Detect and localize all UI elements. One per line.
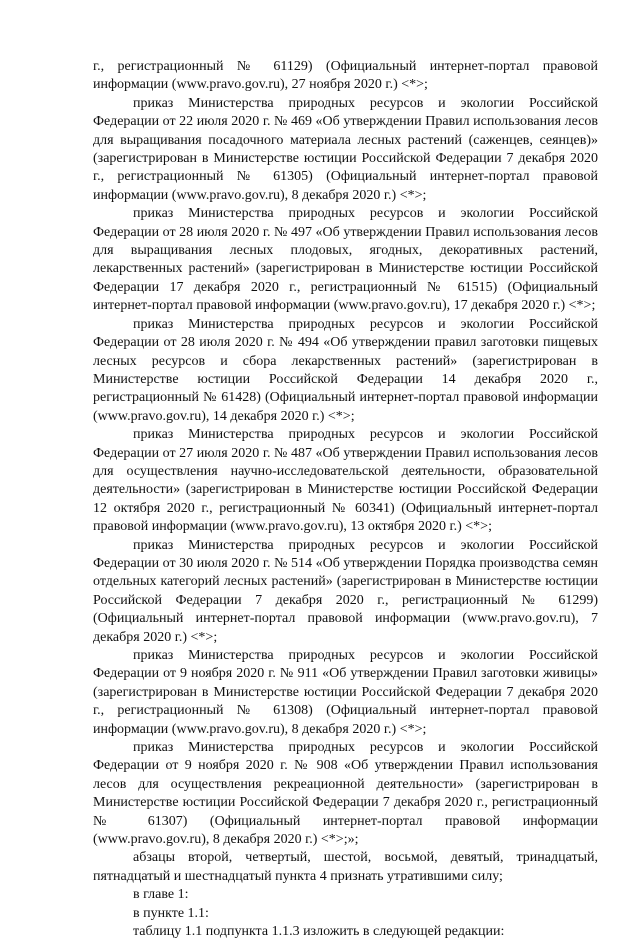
document-page (93, 58, 598, 942)
paragraph-order-494: приказ Министерства природных ресурсов и экологии Российской Федерации от 28 июля 2020 г. № 494 «Об утверждении правил заготовки пищевых лесных ресурсов и сбора лекарственных растений» (зарегистрирован в Министерстве юстиции Российской Федерации 14 декабря 2020 г., регистрационный № 61428) (Официальный интернет-портал правовой информации (www.pravo.gov.ru), 14 декабря 2020 г.) <*>; (93, 316, 598, 424)
paragraph-order-487: приказ Министерства природных ресурсов и экологии Российской Федерации от 27 июля 2020 г. № 487 «Об утверждении Правил использования лесов для осуществления научно-исследовательской деятельности, образовательной деятельности» (зарегистрирован в Министерстве юстиции Российской Федерации 12 октября 2020 г., регистрационный № 60341) (Официальный интернет-портал правовой информации (www.pravo.gov.ru), 13 октября 2020 г.) <*>; (93, 427, 598, 535)
paragraph-repealed-items: абзацы второй, четвертый, шестой, восьмой, девятый, тринадцатый, пятнадцатый и шестнадцатый пункта 4 признать утратившими силу; (93, 850, 598, 884)
paragraph-table-1-1: таблицу 1.1 подпункта 1.1.3 изложить в следующей редакции: (133, 924, 505, 940)
paragraph-order-497: приказ Министерства природных ресурсов и экологии Российской Федерации от 28 июля 2020 г. № 497 «Об утверждении Правил использования лесов для выращивания лесных плодовых, ягодных, декоративных растений, лекарственных растений» (зарегистрирован в Министерстве юстиции Российской Федерации 17 декабря 2020 г., регистрационный № 61515) (Официальный интернет-портал правовой информации (www.pravo.gov.ru), 17 декабря 2020 г.) <*>; (93, 206, 598, 314)
paragraph-item-1-1: в пункте 1.1: (133, 905, 209, 921)
paragraph-order-911: приказ Министерства природных ресурсов и экологии Российской Федерации от 9 ноября 2020 г. № 911 «Об утверждении Правил заготовки живицы» (зарегистрирован в Министерстве юстиции Российской Федерации 7 декабря 2020 г., регистрационный № 61308) (Официальный интернет-портал правовой информации (www.pravo.gov.ru), 8 декабря 2020 г.) <*>; (93, 648, 598, 737)
paragraph-order-514: приказ Министерства природных ресурсов и экологии Российской Федерации от 30 июля 2020 г. № 514 «Об утверждении Порядка производства семян отдельных категорий лесных растений» (зарегистрирован в Министерстве юстиции Российской Федерации 7 декабря 2020 г., регистрационный № 61299) (Официальный интернет-портал правовой информации (www.pravo.gov.ru), 7 декабря 2020 г.) <*>; (93, 537, 598, 645)
paragraph-order-908: приказ Министерства природных ресурсов и экологии Российской Федерации от 9 ноября 2020 г. № 908 «Об утверждении Правил использования лесов для осуществления рекреационной деятельности» (зарегистрирован в Министерстве юстиции Российской Федерации 7 декабря 2020 г., регистрационный № 61307) (Официальный интернет-портал правовой информации (www.pravo.gov.ru), 8 декабря 2020 г.) <*>;»; (93, 740, 598, 848)
paragraph-chapter-1: в главе 1: (133, 887, 189, 903)
paragraph-order-469: приказ Министерства природных ресурсов и экологии Российской Федерации от 22 июля 2020 г. № 469 «Об утверждении Правил использования лесов для выращивания посадочного материала лесных растений (саженцев, сеянцев)» (зарегистрирован в Министерстве юстиции Российской Федерации 7 декабря 2020 г., регистрационный № 61305) (Официальный интернет-портал правовой информации (www.pravo.gov.ru), 8 декабря 2020 г.) <*>; (93, 95, 598, 203)
paragraph-registration-continuation: г., регистрационный № 61129) (Официальный интернет-портал правовой информации (www.pravo.gov.ru), 27 ноября 2020 г.) <*>; (93, 59, 598, 93)
